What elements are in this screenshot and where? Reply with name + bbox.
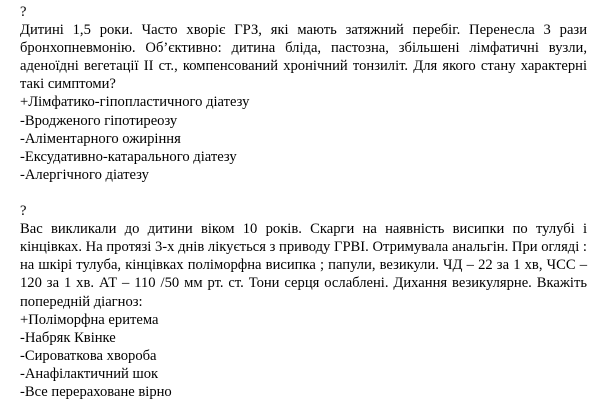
question-2 bbox=[20, 202, 587, 401]
question-text: Вас викликали до дитини віком 10 років. Скарги на наявність висипки по тулубі і кінцівках. На протязі 3-х днів лікується з приводу ГРВІ. Отримувала анальгін. При огляді : на шкірі тулуба, кінцівках поліморфна висипка ; папули, везикули. ЧД – 22 за 1 хв, ЧСС – 120 за 1 хв. АТ – 110 /50 мм рт. ст. Тони серця ослаблені. Дихання везикулярне. Вкажіть попередній діагноз: bbox=[20, 221, 587, 310]
answer-option bbox=[20, 365, 587, 383]
answer-prefix: - bbox=[20, 148, 25, 165]
blank-line bbox=[20, 184, 587, 202]
answer-label: Анафілактичний шок bbox=[24, 365, 159, 382]
answer-label: Ексудативно-катарального діатезу bbox=[24, 148, 237, 165]
question-marker: ? bbox=[20, 4, 27, 20]
answer-prefix: + bbox=[20, 94, 29, 111]
answer-option bbox=[20, 148, 587, 166]
answer-prefix: - bbox=[20, 130, 25, 147]
answer-option bbox=[20, 347, 587, 365]
answer-prefix: - bbox=[20, 383, 25, 400]
answer-option-correct bbox=[20, 93, 587, 111]
answer-label: Аліментарного ожиріння bbox=[24, 130, 181, 147]
answer-label: Лімфатико-гіпопластичного діатезу bbox=[28, 94, 250, 111]
answer-label: Вродженого гіпотиреозу bbox=[24, 112, 178, 129]
answer-prefix: - bbox=[20, 347, 25, 364]
answer-label: Набряк Квінке bbox=[24, 329, 116, 346]
answer-option bbox=[20, 130, 587, 148]
answer-label: Поліморфна еритема bbox=[28, 311, 159, 328]
question-marker: ? bbox=[20, 203, 27, 220]
answer-option bbox=[20, 112, 587, 130]
answer-label: Алергічного діатезу bbox=[24, 166, 149, 183]
answer-option-correct bbox=[20, 311, 587, 329]
answer-prefix: + bbox=[20, 311, 29, 328]
answer-prefix: - bbox=[20, 329, 25, 346]
answer-label: Сироваткова хвороба bbox=[24, 347, 157, 364]
document-body bbox=[20, 3, 587, 401]
answer-list bbox=[20, 311, 587, 401]
answer-label: Все перераховане вірно bbox=[24, 383, 172, 400]
question-text: Дитині 1,5 роки. Часто хворіє ГРЗ, які мають затяжний перебіг. Перенесла 3 рази бронхопневмонію. Об’єктивно: дитина бліда, пастозна, збільшені лімфатичні вузли, аденоїдні вегетації ІІ ст., компенсований хронічний тонзиліт. Для якого стану характерні такі симптоми? bbox=[20, 22, 587, 93]
answer-prefix: - bbox=[20, 365, 25, 382]
answer-prefix: - bbox=[20, 166, 25, 183]
answer-option bbox=[20, 166, 587, 184]
question-1 bbox=[20, 3, 587, 184]
answer-list bbox=[20, 93, 587, 183]
answer-option bbox=[20, 329, 587, 347]
answer-option bbox=[20, 383, 587, 401]
answer-prefix: - bbox=[20, 112, 25, 129]
